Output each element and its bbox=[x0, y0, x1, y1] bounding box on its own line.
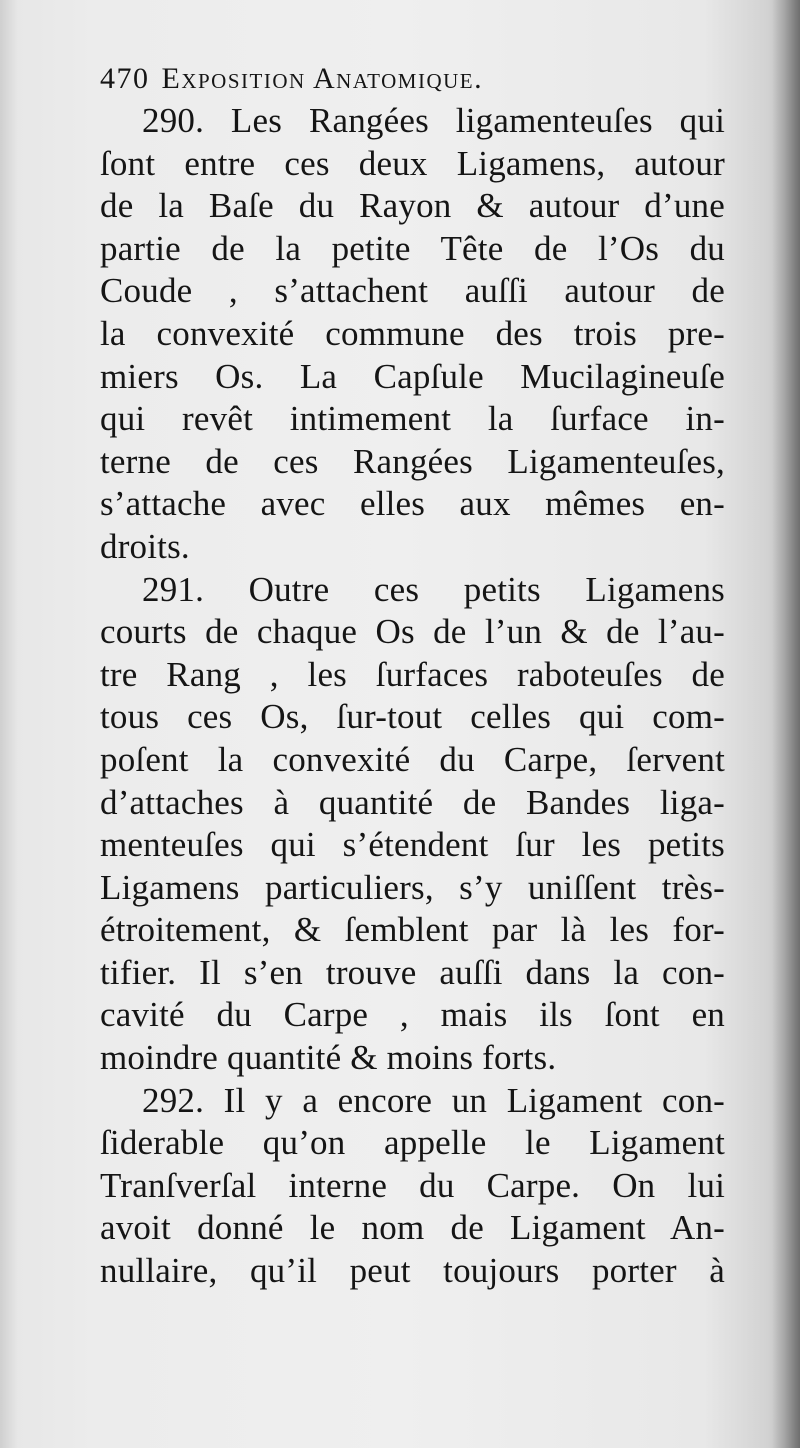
text-line: étroitement, & ſemblent par là les for- bbox=[100, 910, 725, 950]
text-line: 290. Les Rangées ligamenteuſes qui bbox=[142, 101, 725, 140]
text-line: tifier. Il s’en trouve auſſi dans la con- bbox=[100, 952, 725, 992]
running-header bbox=[100, 58, 725, 100]
paragraph-292 bbox=[100, 1080, 725, 1293]
text-line: Coude , s’attachent auſſi autour de bbox=[100, 271, 725, 311]
page-number: 470 bbox=[100, 62, 150, 95]
text-line: qui revêt intimement la ſurface in- bbox=[100, 399, 725, 439]
text-line: menteuſes qui s’étendent ſur les petits bbox=[100, 825, 725, 865]
page-left-edge-shadow bbox=[0, 0, 18, 1448]
text-line: de la Baſe du Rayon & autour d’une bbox=[100, 186, 725, 226]
text-line: tre Rang , les ſurfaces raboteuſes de bbox=[100, 654, 725, 694]
text-line: d’attaches à quantité de Bandes liga- bbox=[100, 782, 725, 822]
text-line: courts de chaque Os de l’un & de l’au- bbox=[100, 612, 725, 652]
text-line: Ligamens particuliers, s’y uniſſent très- bbox=[100, 867, 725, 907]
text-line: terne de ces Rangées Ligamenteuſes, bbox=[100, 441, 725, 481]
paragraph-290 bbox=[100, 100, 725, 569]
text-line: nullaire, qu’il peut toujours porter à bbox=[100, 1251, 725, 1291]
text-line: avoit donné le nom de Ligament An- bbox=[100, 1208, 725, 1248]
running-title: Exposition Anatomique. bbox=[161, 62, 484, 95]
text-line: miers Os. La Capſule Mucilagineuſe bbox=[100, 356, 725, 396]
text-line: 292. Il y a encore un Ligament con- bbox=[142, 1080, 725, 1120]
text-line: poſent la convexité du Carpe, ſervent bbox=[100, 739, 725, 779]
text-line: ſiderable qu’on appelle le Ligament bbox=[100, 1123, 725, 1163]
text-line: Tranſverſal interne du Carpe. On lui bbox=[100, 1165, 725, 1205]
text-line: 291. Outre ces petits Ligamens bbox=[142, 569, 725, 609]
text-line: la convexité commune des trois pre- bbox=[100, 313, 725, 353]
text-line: s’attache avec elles aux mêmes en- bbox=[100, 484, 725, 524]
paragraph-291 bbox=[100, 569, 725, 1080]
text-line: ſont entre ces deux Ligamens, autour bbox=[100, 143, 725, 183]
page-gutter-shadow bbox=[772, 0, 800, 1448]
text-line: partie de la petite Tête de l’Os du bbox=[100, 228, 725, 268]
text-line: droits. bbox=[100, 526, 190, 566]
text-line: moindre quantité & moins forts. bbox=[100, 1038, 557, 1078]
text-line: tous ces Os, ſur-tout celles qui com- bbox=[100, 697, 725, 737]
text-line: cavité du Carpe , mais ils ſont en bbox=[100, 995, 725, 1035]
page-text-block bbox=[100, 58, 725, 1293]
